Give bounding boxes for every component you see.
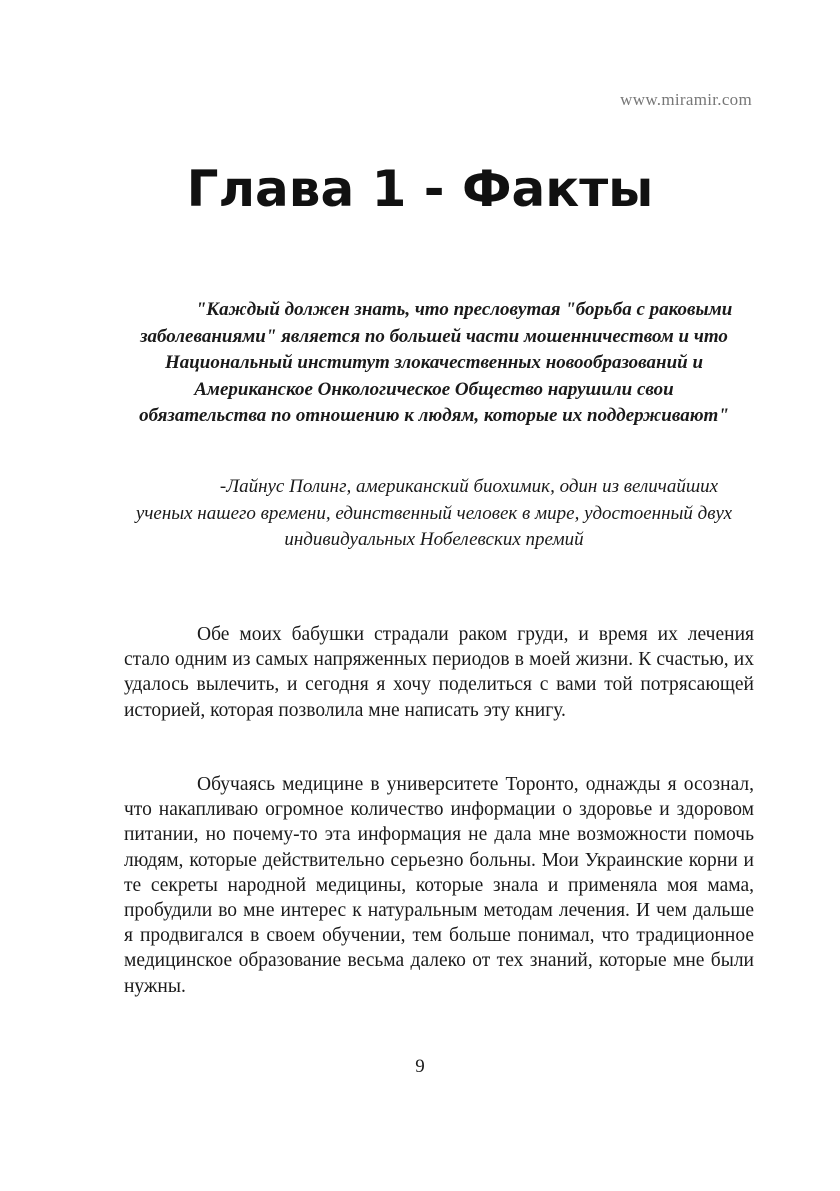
body-paragraph-1: Обе моих бабушки страдали раком груди, и время их лечения стало одним из самых напряженных периодов в моей жизни. К счастью, их удалось вылечить, и сегодня я хочу поделиться с вами той потрясающей историей, которая позволила мне написать эту книгу. (124, 624, 754, 721)
epigraph-quote (132, 297, 736, 430)
page-number: 9 (415, 1056, 425, 1077)
chapter-title: Глава 1 - Факты (186, 160, 654, 218)
epigraph-attribution (132, 474, 736, 554)
epigraph-attribution-text: -Лайнус Полинг, американский биохимик, один из величайших ученых нашего времени, единственный человек в мире, удостоенный двух индивидуальных Нобелевских премий (135, 476, 733, 550)
body-paragraph-2: Обучаясь медицине в университете Торонто, однажды я осознал, что накапливаю огромное количество информации о здоровье и здоровом питании, но почему-то эта информация не дала мне возможности помочь людям, которые действительно серьезно больны. Мои Украинские корни и те секреты народной медицины, которые знала и применяла моя мама, пробудили во мне интерес к натуральным методам лечения. И чем дальше я продвигался в своем обучении, тем больше понимал, что традиционное медицинское образование весьма далеко от тех знаний, которые мне были нужны. (124, 774, 754, 997)
epigraph-quote-text: "Каждый должен знать, что пресловутая "борьба с раковыми заболеваниями" является по большей части мошенничеством и что Национальный институт злокачественных новообразований и Американское Онкологическое Общество нарушили свои обязательства по отношению к людям, которые их поддерживают" (139, 299, 733, 426)
site-url: www.miramir.com (620, 90, 752, 109)
